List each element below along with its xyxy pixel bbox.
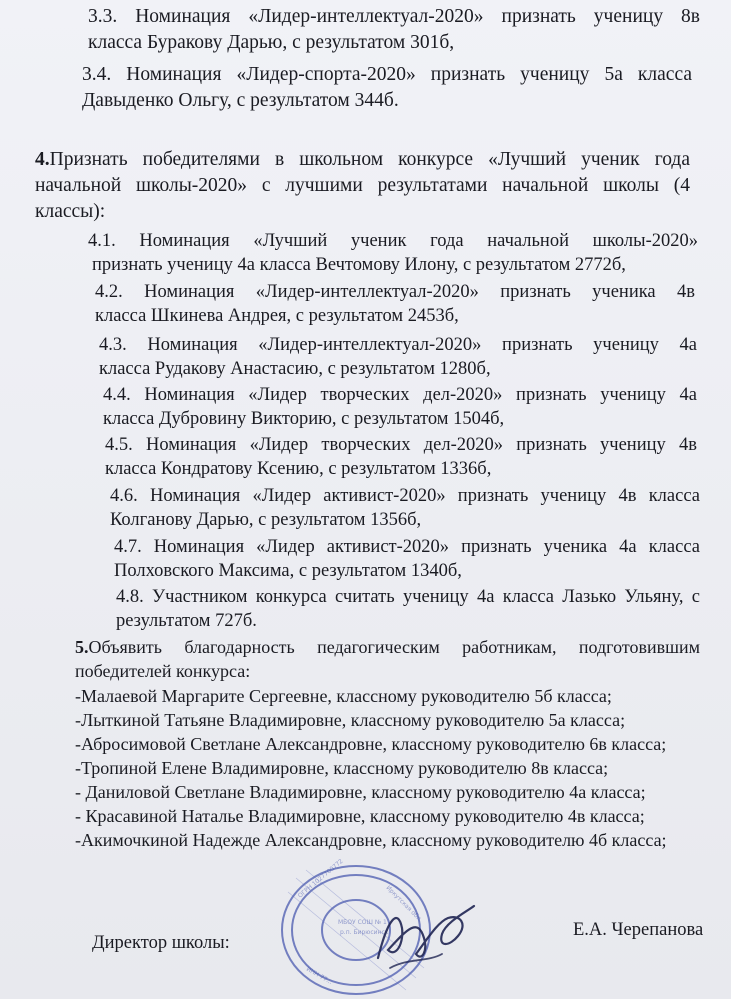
item-4-2-line1: 4.2. Номинация «Лидер-интеллектуал-2020» признать ученика 4в [95,282,695,302]
item-3-3-line1: 3.3. Номинация «Лидер-интеллектуал-2020» признать ученицу 8в [88,6,700,27]
svg-text:ОГРН 1027700772: ОГРН 1027700772 [296,858,345,900]
teacher-item: - Красавиной Наталье Владимировне, классному руководителю 4в класса; [75,806,645,826]
item-4-4-line1: 4.4. Номинация «Лидер творческих дел-2020» признать ученицу 4а [103,385,697,405]
item-4-3-line2: класса Рудакову Анастасию, с результатом 1280б, [99,359,491,379]
svg-text:Иркутская обл.: Иркутская обл. [384,884,424,924]
section-5-number: 5. [75,637,89,657]
item-4-1-line1: 4.1. Номинация «Лучший ученик года начальной школы-2020» [88,231,698,251]
item-3-3-line2: класса Буракову Дарью, с результатом 301б, [88,32,455,53]
teacher-item: -Малаевой Маргарите Сергеевне, классному руководителю 5б класса; [75,686,612,706]
item-4-6-line2: Колганову Дарью, с результатом 1356б, [110,510,422,530]
item-4-2-line2: класса Шкинева Андрея, с результатом 2453б, [95,306,459,326]
section-4-heading-line3: классы): [35,201,106,222]
signer-name: Е.А. Черепанова [573,920,704,940]
teacher-item: -Лыткиной Татьяне Владимировне, классному руководителю 5а класса; [75,710,626,730]
teacher-item: -Абросимовой Светлане Александровне, классному руководителю 6в класса; [75,734,667,754]
director-signature [368,888,480,978]
item-3-4-line1: 3.4. Номинация «Лидер-спорта-2020» признать ученицу 5а класса [82,64,692,85]
item-4-5-line1: 4.5. Номинация «Лидер творческих дел-2020» признать ученицу 4в [105,435,697,455]
item-4-8-line2: результатом 727б. [116,611,257,631]
svg-text:р.п. Бирюсинск: р.п. Бирюсинск [340,929,389,936]
section-4-number: 4. [35,149,50,170]
item-4-1-line2: признать ученицу 4а класса Вечтомову Илону, с результатом 2772б, [92,255,626,275]
teacher-item: -Акимочкиной Надежде Александровне, классному руководителю 4б класса; [75,830,667,850]
svg-text:ИНН 77...: ИНН 77... [305,965,334,987]
item-4-3-line1: 4.3. Номинация «Лидер-интеллектуал-2020» признать ученицу 4а [99,335,697,355]
section-5-heading-line2: победителей конкурса: [75,661,251,681]
item-4-4-line2: класса Дубровину Викторию, с результатом 1504б, [103,409,505,429]
item-4-7-line1: 4.7. Номинация «Лидер активист-2020» признать ученика 4а класса [114,537,700,557]
teacher-item: -Тропиной Елене Владимировне, классному руководителю 8в класса; [75,758,609,778]
section-4-heading-line2: начальной школы-2020» с лучшими результатами начальной школы (4 [35,175,690,196]
section-5-heading-text: Объявить благодарность педагогическим работникам, подготовившим [88,637,700,657]
item-3-4-line2: Давыденко Ольгу, с результатом 344б. [82,90,399,111]
item-4-8-line1: 4.8. Участником конкурса считать ученицу 4а класса Лазько Ульяну, с [116,587,700,607]
section-5-heading-line1 [75,635,700,659]
director-label: Директор школы: [92,933,230,953]
section-4-heading-text: Признать победителями в школьном конкурсе «Лучший ученик года [49,149,690,170]
item-4-7-line2: Полховского Максима, с результатом 1340б, [114,561,462,581]
section-4-heading-line1 [35,147,690,173]
teacher-item: - Даниловой Светлане Владимировне, классному руководителю 4а класса; [75,782,646,802]
item-4-6-line1: 4.6. Номинация «Лидер активист-2020» признать ученицу 4в класса [110,486,700,506]
svg-text:МБОУ СОШ № 1: МБОУ СОШ № 1 [338,919,387,926]
item-4-5-line2: класса Кондратову Ксению, с результатом 1336б, [105,459,492,479]
